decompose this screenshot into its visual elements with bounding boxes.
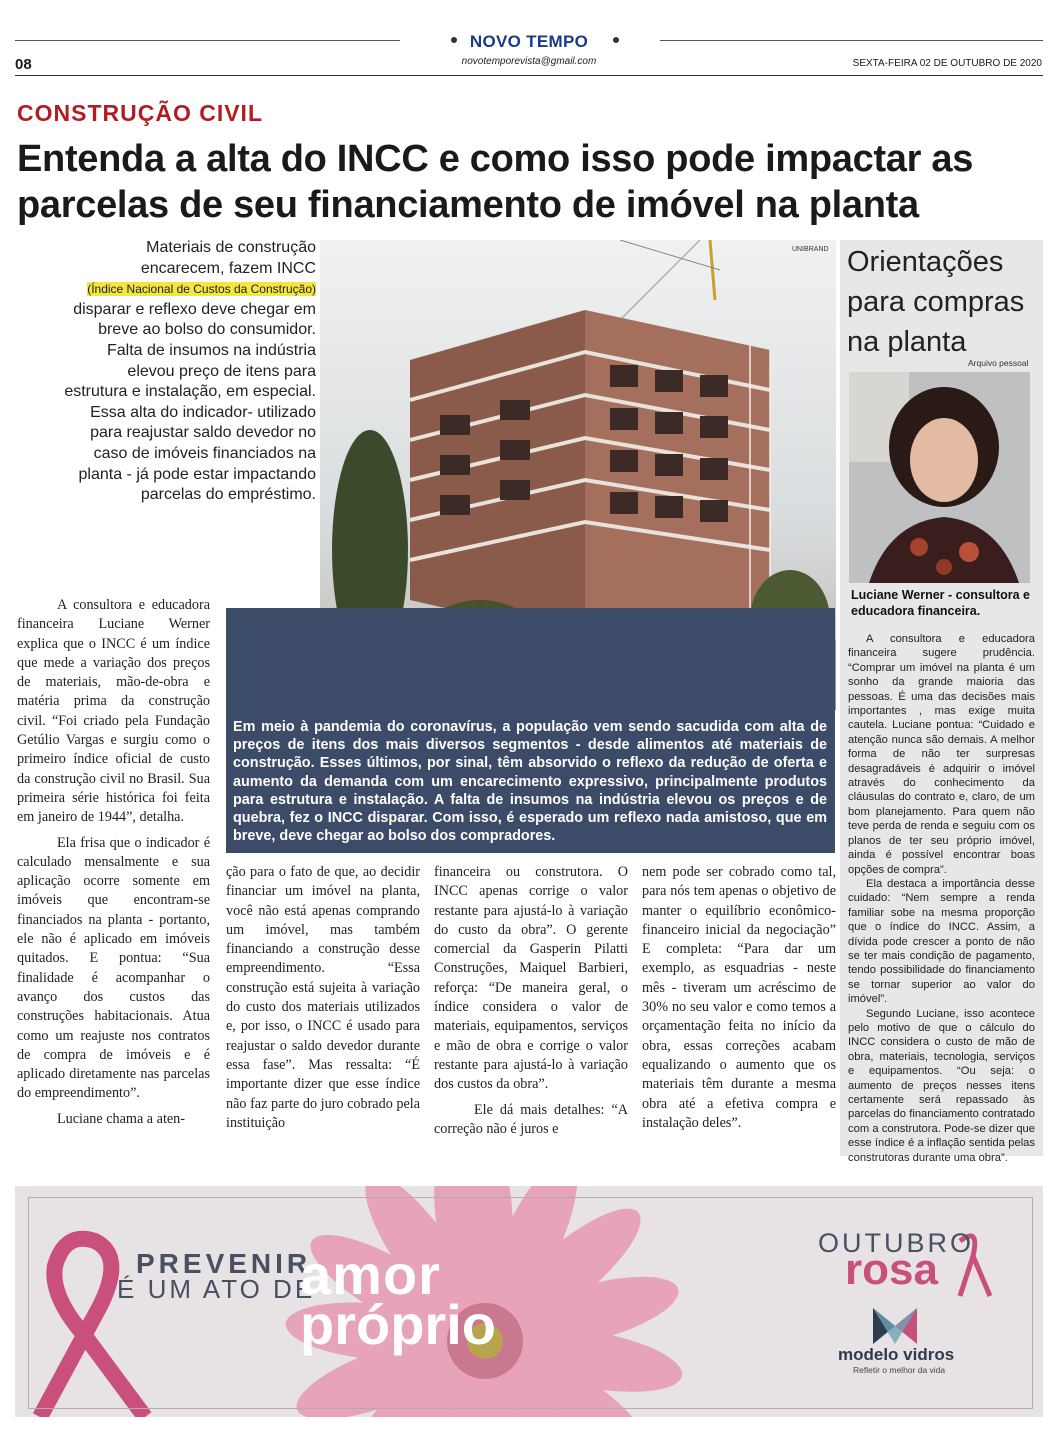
ad-proprio: próprio [300, 1293, 496, 1356]
sidebar-title: Orientações para compras na planta [847, 246, 1025, 358]
body-column-3 [434, 863, 628, 1139]
col3-paragraph-2: Ele dá mais detalhes: “A correção não é juros e [434, 1101, 628, 1137]
photo-caption: Em meio à pandemia do coronavírus, a população vem sendo sacudida com alta de preços de itens dos mais diversos segmentos - desde alimentos até materiais de construção. Esses últimos, por sinal, têm absorvido o reflexo da redução de oferta e aumento da demanda com um encarecimento expressivo, principalmente produtos para estrutura e instalação. A falta de insumos na indústria elevou os preços e de quebra, fez o INCC disparar. Com isso, é esperado um reflexo nada amistoso, que em breve, deve chegar ao bolso dos compradores. [233, 719, 827, 845]
ad-prevenir: PREVENIR [136, 1248, 312, 1279]
ad-amor: amor [300, 1243, 441, 1306]
ad-slogan: Refletir o melhor da vida [853, 1365, 946, 1375]
headline-line-1: Entenda a alta do INCC e como isso pode impactar as [17, 138, 974, 180]
photo-credit: UNIBRAND [792, 246, 829, 253]
body-column-4 [642, 863, 836, 1133]
issue-date: SEXTA-FEIRA 02 DE OUTUBRO DE 2020 [852, 58, 1042, 69]
masthead: NOVO TEMPO [469, 32, 589, 51]
header-rule-right [660, 40, 1043, 41]
headline-line-2: parcelas de seu financiamento de imóvel na planta [17, 184, 919, 226]
sidebar-text [848, 632, 1035, 1165]
contact-email[interactable]: novotemporevista@gmail.com [461, 56, 597, 67]
body-column-2 [226, 863, 420, 1133]
portrait-illustration [849, 372, 1030, 583]
ad-rosa: rosa [845, 1245, 938, 1294]
ad-outubro: OUTUBRO [818, 1228, 974, 1258]
header-divider [15, 75, 1043, 76]
sidebar-paragraph-3: Segundo Luciane, isso acontece pelo motivo de que o cálculo do INCC considera o custo de mão de obra, materiais, tecnologia, serviços e equipamentos. “Ou seja: o aumento de preços nesses itens certamente será repassado às parcelas do financiamento contratado com a construtora. Pode-se dizer que esse índice é a inflação sentida pelas construtoras durante uma obra”. [848, 1007, 1035, 1164]
headline [17, 136, 1042, 228]
ad-brand-name: modelo vidros [838, 1345, 955, 1364]
lead-text-b: disparar e reflexo deve chegar em breve ao bolso do consumidor. Falta de insumos na indústria elevou preço de itens para estrutura e instalação, em especial. Essa alta do indicador- utilizado para reajustar saldo devedor no caso de imóveis financiados na planta - já pode estar impactando parcelas do empréstimo. [64, 300, 316, 504]
portrait-credit: Arquivo pessoal [968, 358, 1029, 368]
body-column-1 [17, 596, 210, 1129]
sidebar-paragraph-1: A consultora e educadora financeira sugere prudência. “Comprar um imóvel na planta é um sonho da grande maioria das pessoas. É uma das decisões mais importantes , mas exige muita cautela. Luciane pontua: “Cuidado e atenção nunca são demais. A melhor forma de não ter surpresas desagradáveis é adquirir o imóvel através do conhecimento da cláusulas do contrato e, claro, de um bom planejamento. Para quem não teve perda de renda e seguiu com os planos de ter seu próprio imóvel, ainda é possível encontrar boas opções de compra”. [848, 633, 1035, 876]
portrait-photo [849, 372, 1030, 583]
lead-text-a: Materiais de construção encarecem, fazem INCC [140, 239, 316, 277]
sidebar-paragraph-2: Ela destaca a importância desse cuidado: “Nem sempre a renda familiar sobe na mesma proporção que o índice do INCC. Assim, a dívida pode crescer a ponto de não se ter mais condição de pagamento, tendo possibilidade do financiamento se tornar superior ao valor do imóvel”. [848, 877, 1035, 1006]
page-number: 08 [15, 56, 32, 73]
col1-paragraph-1: A consultora e educadora financeira Luciane Werner explica que o INCC é um índice que mede a variação dos preços de materiais, mão-de-obra e matéria prima da construção civil. “Foi criado pela Fundação Getúlio Vargas e surgiu como o primeiro índice oficial de custo da construção civil no Brasil. Sua primeira série histórica foi feita em janeiro de 1944”, detalha. [17, 597, 210, 826]
header-rule-left [15, 40, 400, 41]
ad-e-um-ato-de: É UM ATO DE [117, 1274, 316, 1304]
lead-paragraph [60, 238, 316, 506]
section-label: CONSTRUÇÃO CIVIL [17, 100, 263, 126]
col3-paragraph-1: financeira ou construtora. O INCC apenas corrige o valor restante para ajustá-lo à variação do custo da obra”. O gerente comercial da Gasperin Pilatti Construções, Maiquel Barbieri, reforça: “De maneira geral, o índice considera o valor de materiais, equipamentos, serviços e mão de obra e corrige o valor restante para ajustá-lo à variação dos custos da obra”. [434, 864, 628, 1093]
col1-paragraph-2: Ela frisa que o indicador é calculado mensalmente e sua aplicação ocorre somente em imóveis que encontram-se financiados na planta - portanto, ele não é aplicado em imóveis quitados. E pontua: “Sua finalidade é acompanhar o avanço dos custos das construções habitacionais. Atua como um reajuste nos contratos de compra de imóveis e é aplicado diretamente nas parcelas do empreendimento”. [17, 834, 210, 1102]
col1-paragraph-3: Luciane chama a aten- [57, 1110, 185, 1127]
lead-highlight: (Índice Nacional de Custos da Construção) [87, 282, 316, 297]
portrait-caption: Luciane Werner - consultora e educadora financeira. [851, 588, 1030, 618]
col4-paragraph-1: nem pode ser cobrado como tal, para nós tem apenas o objetivo de manter o equilíbrio econômico-financeiro inicial da negociação” E completa: “Para dar um exemplo, as esquadrias - neste mês - tiveram um acréscimo de 30% no seu valor e como temos a orçamentação feita no início da obra, essas correções acabam equalizando o aumento que os materiais têm durante a mesma obra até a efetiva compra e instalação deles”. [642, 864, 836, 1131]
col2-paragraph-1: ção para o fato de que, ao decidir financiar um imóvel na planta, você não está apenas comprando um imóvel, mas também financiando a construção desse empreendimento. “Essa construção está sujeita à variação do custo dos materiais utilizados e, por isso, o INCC é usado para reajustar o saldo devedor durante essa fase”. Mas ressalta: “É importante dizer que esse índice não faz parte do juro cobrado pela instituição [226, 864, 420, 1131]
